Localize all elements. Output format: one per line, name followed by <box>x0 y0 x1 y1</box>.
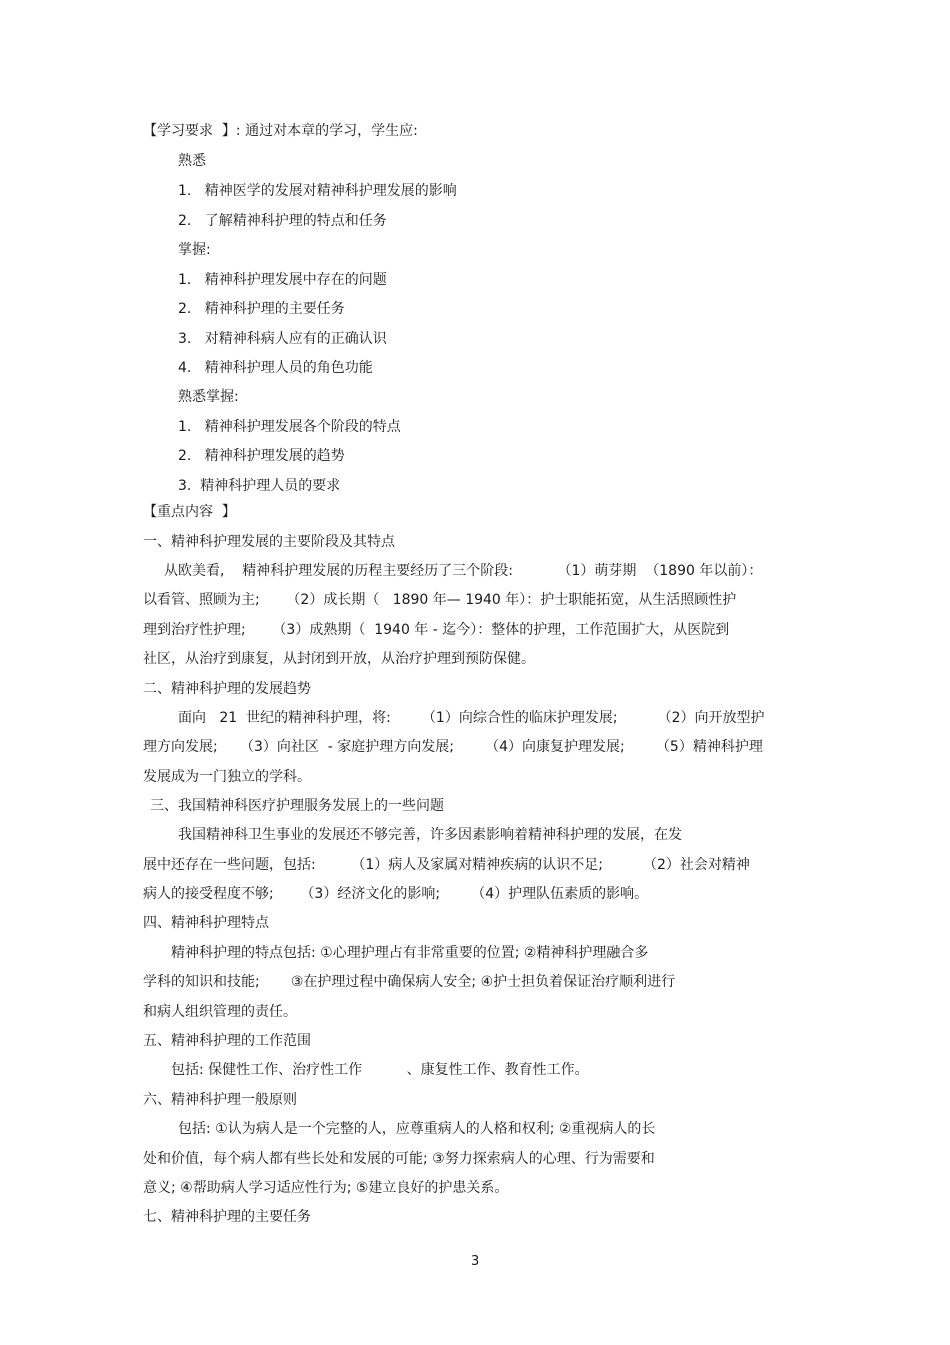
section-body-line: 意义; ④帮助病人学习适应性行为; ⑤建立良好的护患关系。 <box>143 1180 509 1196</box>
objectives-heading: 【学习要求 】: 通过对本章的学习，学生应: <box>143 123 418 139</box>
master-item: 1. 精神科护理发展中存在的问题 <box>178 272 387 288</box>
section-body-line: 理到治疗性护理; （3）成熟期（ 1940 年 - 迄今）：整体的护理，工作范围扩大，从医院到 <box>143 622 730 638</box>
master-title: 掌握: <box>178 242 211 258</box>
section-body-line: 和病人组织管理的责任。 <box>143 1004 297 1020</box>
section-body-line: 面向 21 世纪的精神科护理，将: （1）向综合性的临床护理发展; （2）向开放型护 <box>178 710 765 726</box>
master-item: 2. 精神科护理的主要任务 <box>178 301 345 317</box>
section-body-line: 社区，从治疗到康复，从封闭到开放，从治疗护理到预防保健。 <box>143 651 535 667</box>
section-body-line: 我国精神科卫生事业的发展还不够完善，许多因素影响着精神科护理的发展，在发 <box>178 827 682 843</box>
familiar-master-item: 2. 精神科护理发展的趋势 <box>178 448 345 464</box>
master-item: 3. 对精神科病人应有的正确认识 <box>178 331 387 347</box>
section-title: 五、精神科护理的工作范围 <box>143 1033 311 1049</box>
familiar-master-item: 1. 精神科护理发展各个阶段的特点 <box>178 419 401 435</box>
section-title: 六、精神科护理一般原则 <box>143 1092 297 1108</box>
section-body-line: 包括: 保健性工作、治疗性工作 、康复性工作、教育性工作。 <box>171 1062 589 1078</box>
master-item: 4. 精神科护理人员的角色功能 <box>178 360 373 376</box>
familiar-title: 熟悉 <box>178 153 206 169</box>
section-body-line: 病人的接受程度不够; （3）经济文化的影响; （4）护理队伍素质的影响。 <box>143 886 649 902</box>
familiar-item: 1. 精神医学的发展对精神科护理发展的影响 <box>178 183 457 199</box>
section-title: 七、精神科护理的主要任务 <box>143 1209 311 1225</box>
section-body-line: 理方向发展; （3）向社区 - 家庭护理方向发展; （4）向康复护理发展; （5）精神科护理 <box>143 739 763 755</box>
section-body-line: 发展成为一门独立的学科。 <box>143 769 311 785</box>
section-title: 一、精神科护理发展的主要阶段及其特点 <box>143 534 395 550</box>
section-body-line: 包括: ①认为病人是一个完整的人，应尊重病人的人格和权利; ②重视病人的长 <box>178 1121 656 1137</box>
familiar-master-title: 熟悉掌握: <box>178 389 239 405</box>
section-body-line: 精神科护理的特点包括: ①心理护理占有非常重要的位置; ②精神科护理融合多 <box>171 945 649 961</box>
section-body-line: 以看管、照顾为主; （2）成长期（ 1890 年— 1940 年）：护士职能拓宽，从生活照顾性护 <box>143 592 737 608</box>
section-body-line: 处和价值，每个病人都有些长处和发展的可能; ③努力探索病人的心理、行为需要和 <box>143 1151 655 1167</box>
section-body-line: 展中还存在一些问题，包括: （1）病人及家属对精神疾病的认识不足; （2）社会对精神 <box>143 857 750 873</box>
familiar-item: 2. 了解精神科护理的特点和任务 <box>178 213 387 229</box>
key-content-heading: 【重点内容 】 <box>143 504 236 520</box>
section-body-line: 从欧美看, 精神科护理发展的历程主要经历了三个阶段: （1）萌芽期 （1890 年以前）： <box>164 563 763 579</box>
section-title: 四、精神科护理特点 <box>143 915 269 931</box>
section-title: 二、精神科护理的发展趋势 <box>143 681 311 697</box>
section-title: 三、我国精神科医疗护理服务发展上的一些问题 <box>150 798 444 814</box>
section-body-line: 学科的知识和技能; ③在护理过程中确保病人安全; ④护士担负着保证治疗顺利进行 <box>143 974 676 990</box>
page-number: 3 <box>471 1254 480 1269</box>
familiar-master-item: 3. 精神科护理人员的要求 <box>178 478 341 494</box>
